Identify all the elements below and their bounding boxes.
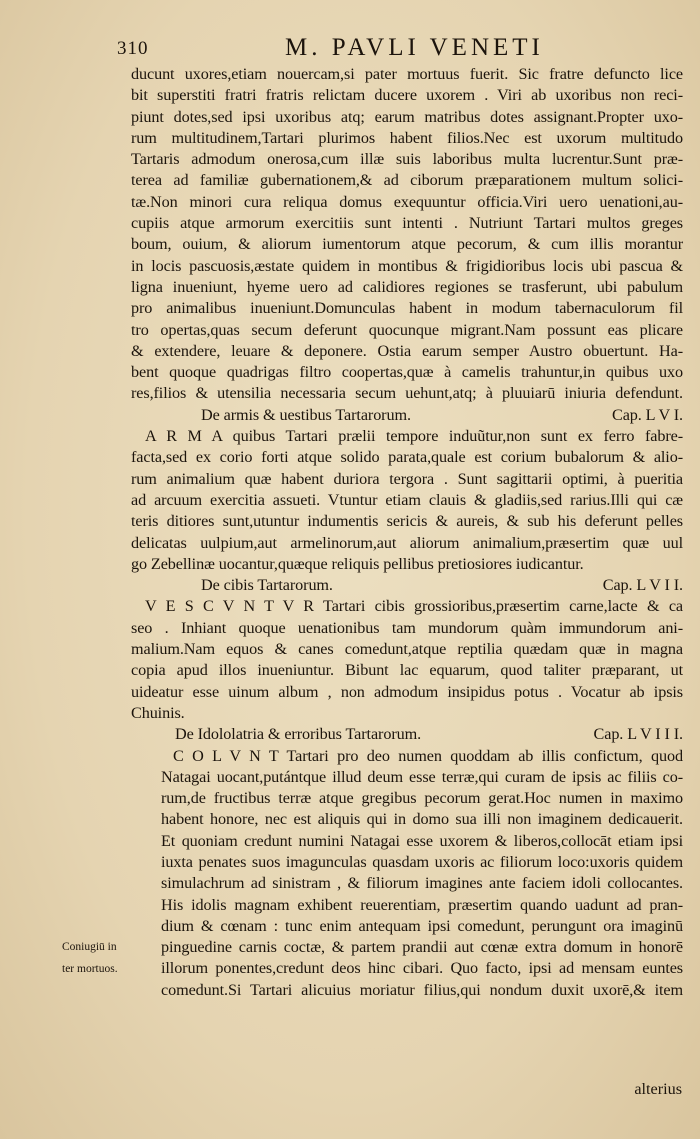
text-line: Et quoniam credunt numini Natagai esse uxorem & liberos,collocāt etiam ipsi [161,831,683,850]
text-line: ligna inueniunt, hyeme uero ad calidiores regiones se trasferunt, ubi pabulum [131,277,683,296]
text-line: pro animalibus inueniunt.Domunculas habent in modum tabernaculorum fil [131,299,683,318]
text-line: dium & cœnam : tunc enim antequam ipsi comedunt, perungunt ora imaginū [161,916,683,935]
text-line: rum,de fructibus terræ atque gregibus pecorum gerat.Hoc numen in maximo [161,789,683,808]
text-line: seo . Inhiant quoque uenationibus tam mundorum quàm immundorum ani- [131,618,683,637]
catchword: alterius [634,1080,682,1098]
text-line: C O L V N T Tartari pro deo numen quoddam ab illis confictum, quod [173,746,683,765]
text-line: terea ad familiæ gubernationem,& ad ciborum præparationem multum solici- [131,171,683,190]
page-number: 310 [117,38,149,59]
text-line: bent quoque quadrigas filtro coopertas,quæ à camelis trahuntur,in quibus uxo [131,363,683,382]
text-line: uideatur esse uinum album , non admodum insipidus potus . Vocatur ab ipsis [131,682,683,701]
text-line: piunt dotes,sed ipsi uxoribus atq; earum matribus dotes assignant.Propter uxo- [131,107,683,126]
text-line: tro opertas,quas secum deferunt quocunque migrant.Nam possunt eas plicare [131,320,683,339]
text-line: delicatas uulpium,aut armelinorum,aut aliorum animalium,præsertim quæ uul [131,533,683,552]
text-line: rum animalium quæ habent duriora tergora . Sunt sagittarii optimi, à pueritia [131,469,683,488]
chapter-title: De armis & uestibus Tartarorum. [201,405,411,424]
text-line: rum multitudinem,Tartari plurimos habent filios.Nec est uxorum multitudo [131,128,683,147]
margin-note: ter mortuos. [62,962,118,975]
text-line: illorum ponentes,credunt deos hinc cibari. Quo facto, ipsi ad mensam euntes [161,959,683,978]
chapter-number: Cap. L V I I I. [593,725,683,744]
text-line: comedunt.Si Tartari alicuius moriatur filius,qui nondum duxit uxorē,& item [161,980,683,999]
text-line: & extendere, leuare & deponere. Ostia earum semper Austro obuertunt. Ha- [131,341,683,360]
text-line: copia apud illos inueniuntur. Bibunt lac equarum, quod taliter præparant, ut [131,661,683,680]
chapter-heading [131,405,683,426]
text-line: Tartaris admodum onerosa,cum illæ suis laboribus multa lucrentur.Sunt præ- [131,150,683,169]
margin-note: Coniugiū in [62,941,117,954]
chapter-heading [161,724,683,745]
text-line: ad arcuum exercitia assueti. Vtuntur etiam clauis & gladiis,sed rarius.Illi qui cæ [131,490,683,509]
text-line: His idolis magnam exhibent reuerentiam, præsertim quando uadunt ad pran- [161,895,683,914]
text-line: pinguedine carnis coctæ, & partem prandii aut cœnæ extra domum in honorē [161,938,683,957]
text-line: facta,sed ex corio forti atque solido parata,quale est corium bubalorum & alio- [131,448,683,467]
chapter-heading [131,575,683,596]
text-line: ducunt uxores,etiam nouercam,si pater mortuus fuerit. Sic fratre defuncto lice [131,65,683,83]
text-line: go Zebellinæ uocantur,quæque reliquis pellibus pretiosiores iudicantur. [131,554,584,573]
text-line: in locis pascuosis,æstate quidem in montibus & frigidioribus locis ubi pascua & [131,256,683,275]
text-line: boum, ouium, & aliorum iumentorum atque pecorum, & cum illis morantur [131,235,683,254]
text-line: habent honore, nec est aliquis qui in domo sua illi non imaginem dedicauerit. [161,810,683,829]
text-line: Chuinis. [131,703,185,722]
text-line: res,filios & utensilia necessaria secum uehunt,atq; à pluuiarū iniuria defendunt. [131,384,683,403]
body-text [131,64,683,1001]
text-line: iuxta penates suos imagunculas quasdam uxoris ac filiorum loco:uxoris quidem [161,852,683,871]
text-line: V E S C V N T V R Tartari cibis grossioribus,præsertim carne,lacte & ca [145,597,683,616]
text-line: tæ.Non minori cura reliqua domus exequuntur officia.Viri uero uenationi,au- [131,192,683,211]
running-head: M. PAVLI VENETI [285,34,544,61]
chapter-number: Cap. L V I I. [602,576,683,595]
text-line: cupiis atque armorum exercitiis sunt intenti . Nutriunt Tartari multos greges [131,214,683,233]
text-line: bit superstiti fratri fratris relictam ducere uxorem . Viri ab uxoribus non reci- [131,86,683,105]
chapter-number: Cap. L V I. [612,405,683,424]
chapter-title: De Idololatria & erroribus Tartarorum. [175,725,422,744]
text-line: teris ditiores sunt,utuntur indumentis sericis & aureis, & sub his deferunt pelles [131,512,683,531]
chapter-title: De cibis Tartarorum. [201,576,333,595]
page-header [0,34,700,64]
text-line: simulachrum ad sinistram , & filiorum imagines ante faciem idoli collocantes. [161,874,683,893]
text-line: A R M A quibus Tartari prælii tempore induũtur,non sunt ex ferro fabre- [145,427,683,446]
text-line: Natagai uocant,putántque illud deum esse terræ,qui curam de ipsis ac filiis co- [161,767,683,786]
text-line: malium.Nam equos & canes comedunt,atque reptilia quædam quæ in magna [131,640,683,659]
